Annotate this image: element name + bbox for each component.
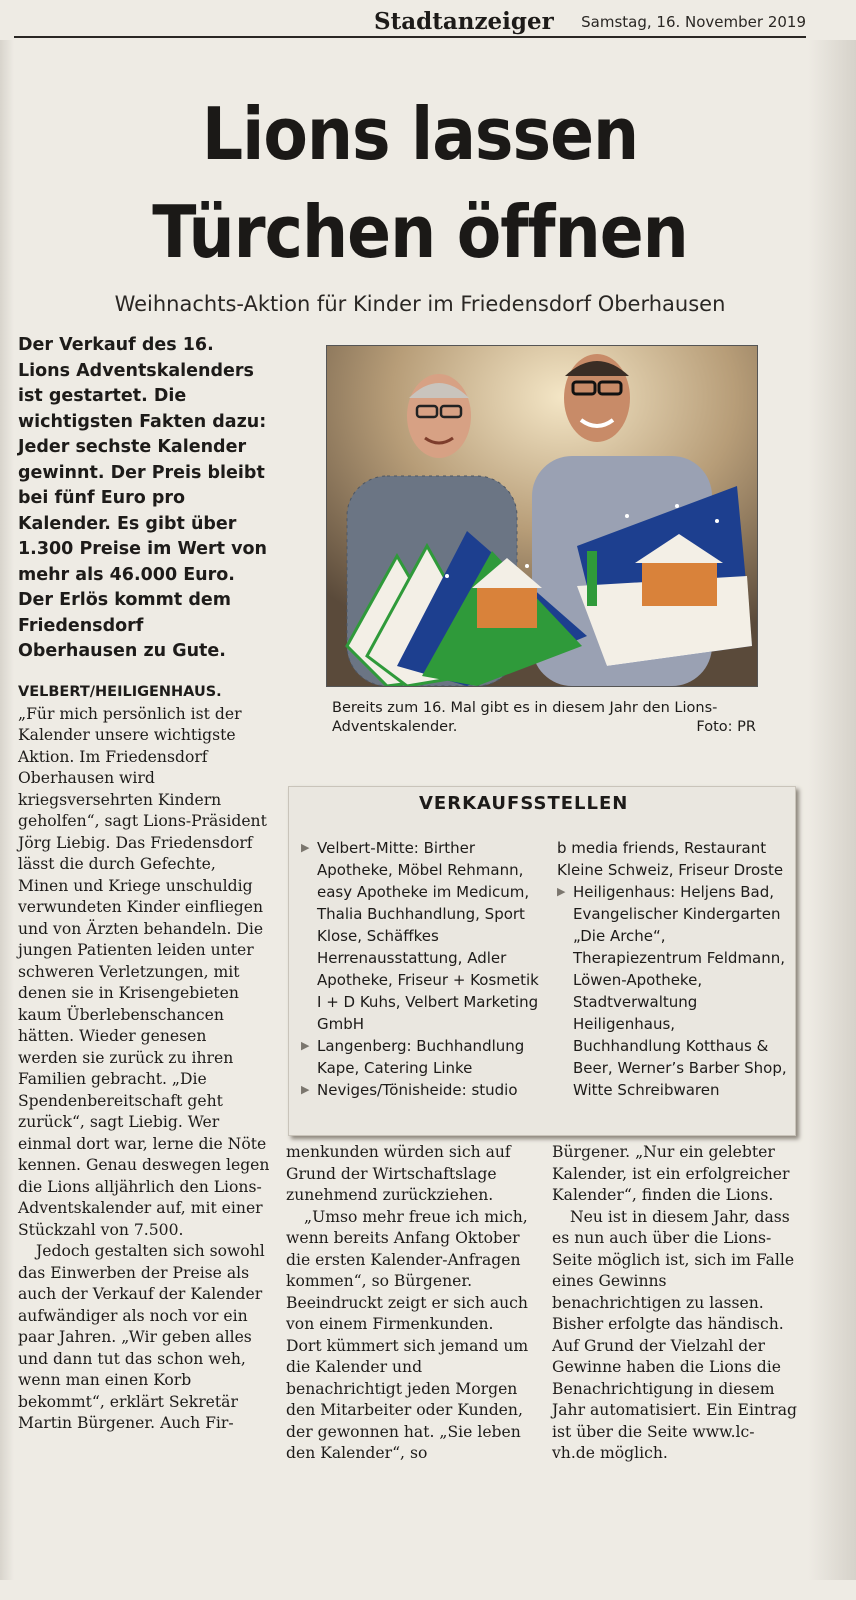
dateline: VELBERT/HEILIGENHAUS. (18, 684, 222, 700)
masthead: Stadtanzeiger (374, 8, 554, 35)
article-column-2 (286, 1142, 531, 1465)
sales-entry: ▶ Velbert-Mitte: Birther Apotheke, Möbel Rehmann, easy Apotheke im Medicum, Thalia Buchhandlung, Sport Klose, Schäffkes Herrenausstattung, Adler Apotheke, Friseur + Kosmetik I + D Kuhs, Velbert Marketing GmbH (301, 839, 539, 1033)
sales-points-box (288, 786, 796, 1136)
box-column-2 (557, 837, 787, 1101)
photo-caption (332, 699, 756, 737)
page-header (14, 8, 806, 38)
headline-line-2: Türchen öffnen (152, 190, 688, 274)
body-paragraph: menkunden würden sich auf Grund der Wirtschaftslage zunehmend zurückziehen. (286, 1143, 511, 1204)
photo-credit: Foto: PR (696, 719, 756, 735)
issue-date: Samstag, 16. November 2019 (581, 13, 806, 31)
box-column-1 (301, 837, 539, 1101)
sales-entry: ▶ Langenberg: Buchhandlung Kape, Catering Linke (301, 1037, 525, 1077)
subheadline: Weihnachts-Aktion für Kinder im Friedensdorf Oberhausen (114, 292, 726, 316)
sales-entry: ▶ Neviges/Tönisheide: studio (301, 1081, 518, 1099)
article-photo (326, 345, 758, 687)
body-paragraph: Bürgener. „Nur ein gelebter Kalender, ist ein erfolgreicher Kalender“, finden die Lions. (552, 1143, 790, 1204)
box-title: VERKAUFSSTELLEN (419, 793, 629, 814)
sales-entry-continued: b media friends, Restaurant Kleine Schweiz, Friseur Droste (557, 839, 784, 879)
sales-entry: ▶ Heiligenhaus: Heljens Bad, Evangelischer Kindergarten „Die Arche“, Therapiezentrum Feldmann, Löwen-Apotheke, Stadtverwaltung Heiligenhaus, Buchhandlung Kotthaus & Beer, Werner’s Barber Shop, Witte Schreibwaren (557, 883, 787, 1099)
page-edge-right (808, 40, 856, 1580)
body-paragraph: Jedoch gestalten sich sowohl das Einwerben der Preise als auch der Verkauf der Kalender aufwändiger als noch vor ein paar Jahren. „Wir geben alles und dann tut das schon weh, wenn man einen Korb bekommt“, erklärt Sekretär Martin Bürgener. Auch Fir- (18, 1242, 265, 1432)
lead-paragraph: Der Verkauf des 16. Lions Adventskalenders ist gestartet. Die wichtigsten Fakten dazu: Jeder sechste Kalender gewinnt. Der Preis bleibt bei fünf Euro pro Kalender. Es gibt über 1.300 Preise im Wert von mehr als 46.000 Euro. Der Erlös kommt dem Friedensdorf Oberhausen zu Gute. (18, 335, 267, 661)
body-paragraph: „Umso mehr freue ich mich, wenn bereits Anfang Oktober die ersten Kalender-Anfragen kommen“, so Bürgener. Beeindruckt zeigt er sich auch von einem Firmenkunden. Dort kümmert sich jemand um die Kalender und benachrichtigt jeden Morgen den Mitarbeiter oder Kunden, der gewonnen hat. „Sie leben den Kalender“, so (286, 1207, 529, 1462)
body-paragraph: Neu ist in diesem Jahr, dass es nun auch über die Lions-Seite möglich ist, sich im Falle eines Gewinns benachrichtigen zu lassen. Bisher erfolgte das händisch. Auf Grund der Vielzahl der Gewinne haben die Lions die Benachrichtigung in diesem Jahr automatisiert. Ein Eintrag ist über die Seite www.lc-vh.de möglich. (552, 1207, 797, 1462)
article-column-3 (552, 1142, 797, 1465)
triangle-bullet-icon: ▶ (301, 841, 310, 854)
triangle-bullet-icon: ▶ (301, 1083, 310, 1096)
caption-text: Bereits zum 16. Mal gibt es in diesem Jahr den Lions-Adventskalender. (332, 700, 718, 735)
triangle-bullet-icon: ▶ (557, 885, 566, 898)
page-edge-left (0, 40, 14, 1580)
triangle-bullet-icon: ▶ (301, 1039, 310, 1052)
article-column-1 (18, 682, 270, 1435)
body-paragraph: „Für mich persönlich ist der Kalender unsere wichtigste Aktion. Im Friedensdorf Oberhausen wird kriegsversehrten Kindern geholfen“, sagt Lions-Präsident Jörg Liebig. Das Friedensdorf lässt die durch Gefechte, Minen und Kriege unschuldig verwundeten Kinder einfliegen und von Ärzten behandeln. Die jungen Patienten leiden unter schweren Verletzungen, mit denen sie in Krisengebieten kaum Überlebenschancen hätten. Wieder genesen werden sie zurück zu ihren Familien gebracht. „Die Spendenbereitschaft geht zurück“, sagt Liebig. Wer einmal dort war, lerne die Nöte kennen. Genau deswegen legen die Lions alljährlich den Lions-Adventskalender auf, mit einer Stückzahl von 7.500. (18, 704, 270, 1239)
headline-line-1: Lions lassen (201, 92, 639, 176)
photo-illustration (327, 346, 757, 686)
